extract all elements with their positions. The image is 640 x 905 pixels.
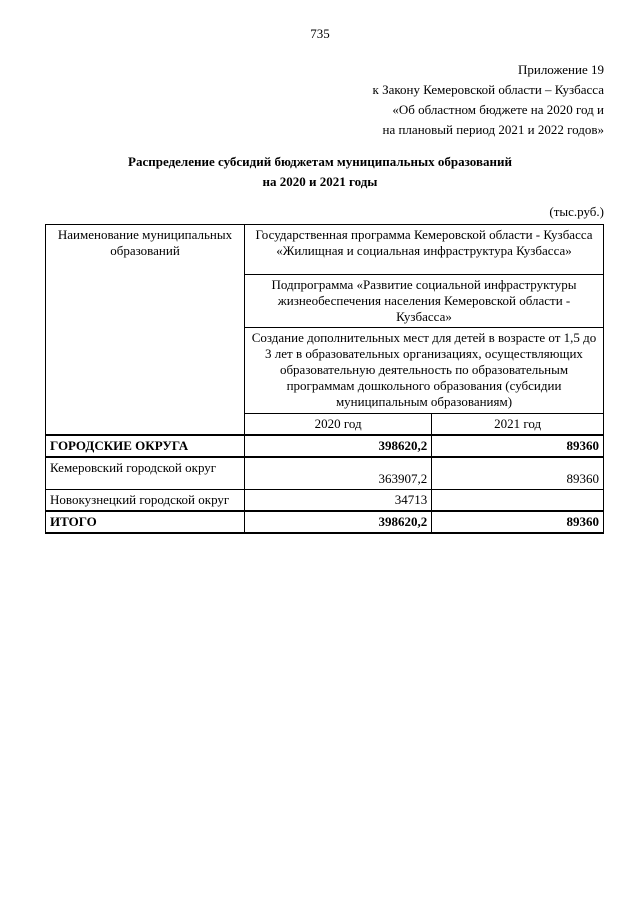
value-2020: 363907,2 [245, 457, 432, 489]
program-header: Государственная программа Кемеровской области - Кузбасса «Жилищная и социальная инфраструктура Кузбасса» [245, 225, 604, 275]
row-name: Новокузнецкий городской округ [46, 489, 245, 511]
table-row-total [46, 511, 604, 533]
value-2021: 89360 [432, 435, 604, 457]
value-2021 [432, 489, 604, 511]
value-2020: 34713 [245, 489, 432, 511]
title-line: на 2020 и 2021 годы [262, 174, 378, 189]
name-column-header: Наименование муниципальных образований [46, 225, 245, 436]
unit-label: (тыс.руб.) [549, 204, 604, 219]
year-2020-header: 2020 год [245, 414, 432, 436]
appendix-line: «Об областном бюджете на 2020 год и [392, 102, 604, 117]
value-2020: 398620,2 [245, 435, 432, 457]
table-header-row [46, 225, 604, 275]
activity-header: Создание дополнительных мест для детей в возрасте от 1,5 до 3 лет в образовательных организациях, осуществляющих образовательную деятельность по образовательным программам дошкольного образования (субсидии муниципальным образованиям) [245, 328, 604, 414]
appendix-reference [373, 60, 605, 140]
document-title [0, 152, 640, 192]
table-row [46, 457, 604, 489]
value-2020: 398620,2 [245, 511, 432, 533]
subsidy-table [45, 224, 604, 534]
value-2021: 89360 [432, 457, 604, 489]
appendix-line: к Закону Кемеровской области – Кузбасса [372, 82, 604, 97]
row-name: Кемеровский городской округ [46, 457, 245, 489]
title-line: Распределение субсидий бюджетам муниципальных образований [128, 154, 512, 169]
appendix-line: Приложение 19 [517, 62, 604, 77]
appendix-line: на плановый период 2021 и 2022 годов» [382, 122, 604, 137]
row-name: ГОРОДСКИЕ ОКРУГА [46, 435, 245, 457]
table-row [46, 435, 604, 457]
row-name: ИТОГО [46, 511, 245, 533]
subprogram-header: Подпрограмма «Развитие социальной инфраструктуры жизнеобеспечения населения Кемеровской области - Кузбасса» [245, 275, 604, 328]
page-number: 735 [310, 26, 330, 41]
table-row [46, 489, 604, 511]
year-2021-header: 2021 год [432, 414, 604, 436]
value-2021: 89360 [432, 511, 604, 533]
